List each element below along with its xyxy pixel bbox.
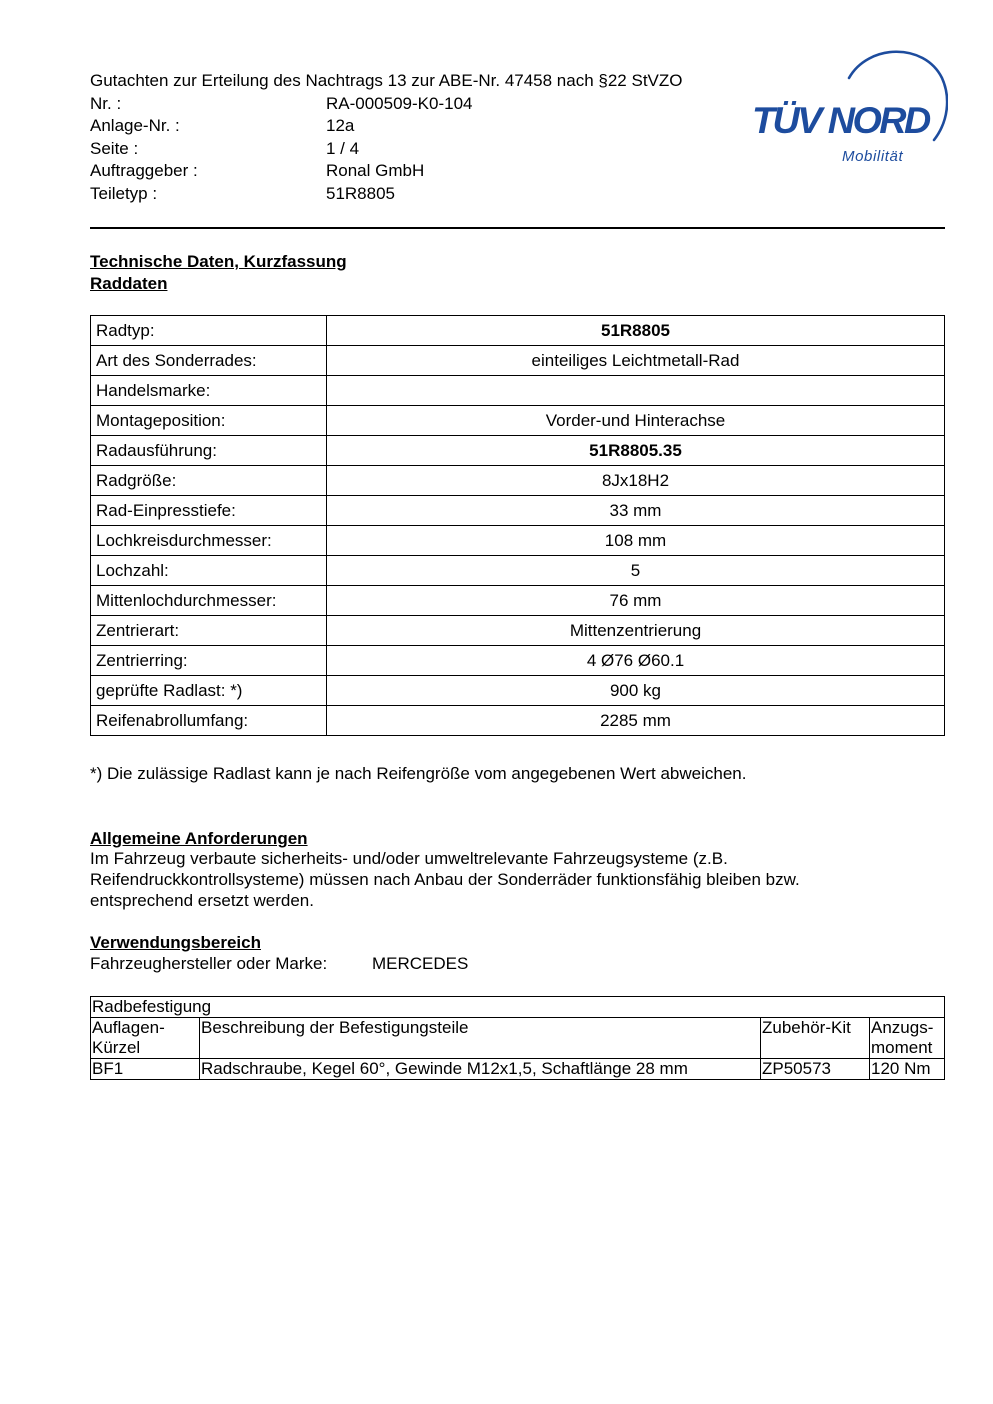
document-header	[90, 70, 790, 205]
header-value: 51R8805	[326, 183, 396, 203]
raddaten-key: Zentrierring:	[91, 646, 327, 676]
document-title: Gutachten zur Erteilung des Nachtrags 13 zur ABE-Nr. 47458 nach §22 StVZO	[90, 71, 683, 90]
logo-wordmark: TÜV NORD	[752, 100, 929, 141]
raddaten-row	[91, 406, 945, 436]
section-title-allgemeine: Allgemeine Anforderungen	[90, 829, 308, 848]
header-label: Nr. :	[90, 93, 122, 113]
radlast-footnote: *) Die zulässige Radlast kann je nach Reifengröße vom angegebenen Wert abweichen.	[90, 764, 747, 783]
raddaten-row	[91, 436, 945, 466]
raddaten-row	[91, 466, 945, 496]
header-label: Auftraggeber :	[90, 161, 198, 180]
header-value: Ronal GmbH	[326, 161, 425, 180]
raddaten-row	[91, 526, 945, 556]
raddaten-key: Mittenlochdurchmesser:	[91, 586, 327, 616]
allgemeine-line: Im Fahrzeug verbaute sicherheits- und/oder umweltrelevante Fahrzeugsysteme (z.B.	[90, 849, 728, 868]
raddaten-key: Radgröße:	[91, 466, 327, 496]
hersteller-label: Fahrzeughersteller oder Marke:	[90, 954, 328, 973]
header-line: Auflagen-	[92, 1018, 165, 1037]
raddaten-table-body	[91, 316, 945, 736]
raddaten-key: geprüfte Radlast: *)	[91, 676, 327, 706]
section-subtitle-raddaten: Raddaten	[90, 274, 168, 293]
raddaten-value: 76 mm	[327, 586, 945, 616]
raddaten-row	[91, 376, 945, 406]
raddaten-value: 8Jx18H2	[327, 466, 945, 496]
header-value: 12a	[326, 116, 355, 135]
raddaten-key: Reifenabrollumfang:	[91, 706, 327, 736]
raddaten-row	[91, 676, 945, 706]
allgemeine-line: Reifendruckkontrollsysteme) müssen nach Anbau der Sonderräder funktionsfähig bleiben bzw.	[90, 870, 800, 889]
raddaten-row	[91, 496, 945, 526]
raddaten-value	[327, 376, 945, 406]
logo-subtitle: Mobilität	[842, 148, 904, 165]
raddaten-row	[91, 316, 945, 346]
header-line: Kürzel	[92, 1038, 141, 1057]
befestigung-header-row	[91, 1018, 945, 1059]
header-row-seite	[90, 138, 790, 161]
befestigung-header-cell	[870, 1018, 945, 1059]
raddaten-value: 900 kg	[327, 676, 945, 706]
befestigung-cell: ZP50573	[761, 1059, 870, 1080]
tuv-nord-logo	[748, 48, 948, 172]
section-title-technical: Technische Daten, Kurzfassung	[90, 252, 347, 271]
header-label: Seite :	[90, 138, 139, 158]
befestigung-caption-row	[91, 997, 945, 1018]
section-title-verwendung: Verwendungsbereich	[90, 933, 261, 952]
raddaten-table	[90, 315, 945, 736]
raddaten-row	[91, 556, 945, 586]
allgemeine-line: entsprechend ersetzt werden.	[90, 891, 314, 910]
raddaten-value: einteiliges Leichtmetall-Rad	[327, 346, 945, 376]
raddaten-row	[91, 706, 945, 736]
hersteller-row	[90, 953, 468, 974]
header-divider	[90, 227, 945, 229]
hersteller-value: MERCEDES	[372, 954, 469, 973]
header-value: 1 / 4	[326, 138, 360, 158]
header-label: Teiletyp :	[90, 183, 158, 203]
raddaten-value: 5	[327, 556, 945, 586]
befestigung-header-cell	[200, 1018, 761, 1059]
header-row-auftraggeber	[90, 160, 790, 183]
header-row-nr	[90, 93, 790, 116]
raddaten-key: Lochzahl:	[91, 556, 327, 586]
raddaten-value: 108 mm	[327, 526, 945, 556]
raddaten-value: 2285 mm	[327, 706, 945, 736]
raddaten-row	[91, 616, 945, 646]
header-line: Anzugs-	[871, 1018, 934, 1037]
befestigung-cell: BF1	[91, 1059, 200, 1080]
befestigung-cell: 120 Nm	[870, 1059, 945, 1080]
raddaten-row	[91, 346, 945, 376]
befestigung-cell: Radschraube, Kegel 60°, Gewinde M12x1,5, Schaftlänge 28 mm	[200, 1059, 761, 1080]
raddaten-value: 51R8805.35	[327, 436, 945, 466]
raddaten-value: Vorder-und Hinterachse	[327, 406, 945, 436]
raddaten-value: 33 mm	[327, 496, 945, 526]
raddaten-row	[91, 586, 945, 616]
raddaten-value: Mittenzentrierung	[327, 616, 945, 646]
raddaten-key: Radtyp:	[91, 316, 327, 346]
raddaten-key: Zentrierart:	[91, 616, 327, 646]
befestigung-header-cell	[761, 1018, 870, 1059]
befestigung-caption: Radbefestigung	[91, 997, 945, 1018]
header-row-anlage	[90, 115, 790, 138]
allgemeine-text	[90, 848, 945, 911]
header-value: RA-000509-K0-104	[326, 93, 473, 113]
header-line: Beschreibung der Befestigungsteile	[201, 1018, 469, 1037]
header-row-teiletyp	[90, 183, 790, 206]
raddaten-key: Montageposition:	[91, 406, 327, 436]
raddaten-key: Rad-Einpresstiefe:	[91, 496, 327, 526]
befestigung-row	[91, 1059, 945, 1080]
raddaten-key: Handelsmarke:	[91, 376, 327, 406]
radbefestigung-table	[90, 996, 945, 1080]
raddaten-value: 4 Ø76 Ø60.1	[327, 646, 945, 676]
header-label: Anlage-Nr. :	[90, 116, 180, 135]
raddaten-key: Lochkreisdurchmesser:	[91, 526, 327, 556]
befestigung-header-cell	[91, 1018, 200, 1059]
raddaten-row	[91, 646, 945, 676]
header-line: moment	[871, 1038, 933, 1057]
header-line: Zubehör-Kit	[762, 1018, 851, 1037]
raddaten-value: 51R8805	[327, 316, 945, 346]
raddaten-key: Art des Sonderrades:	[91, 346, 327, 376]
raddaten-key: Radausführung:	[91, 436, 327, 466]
